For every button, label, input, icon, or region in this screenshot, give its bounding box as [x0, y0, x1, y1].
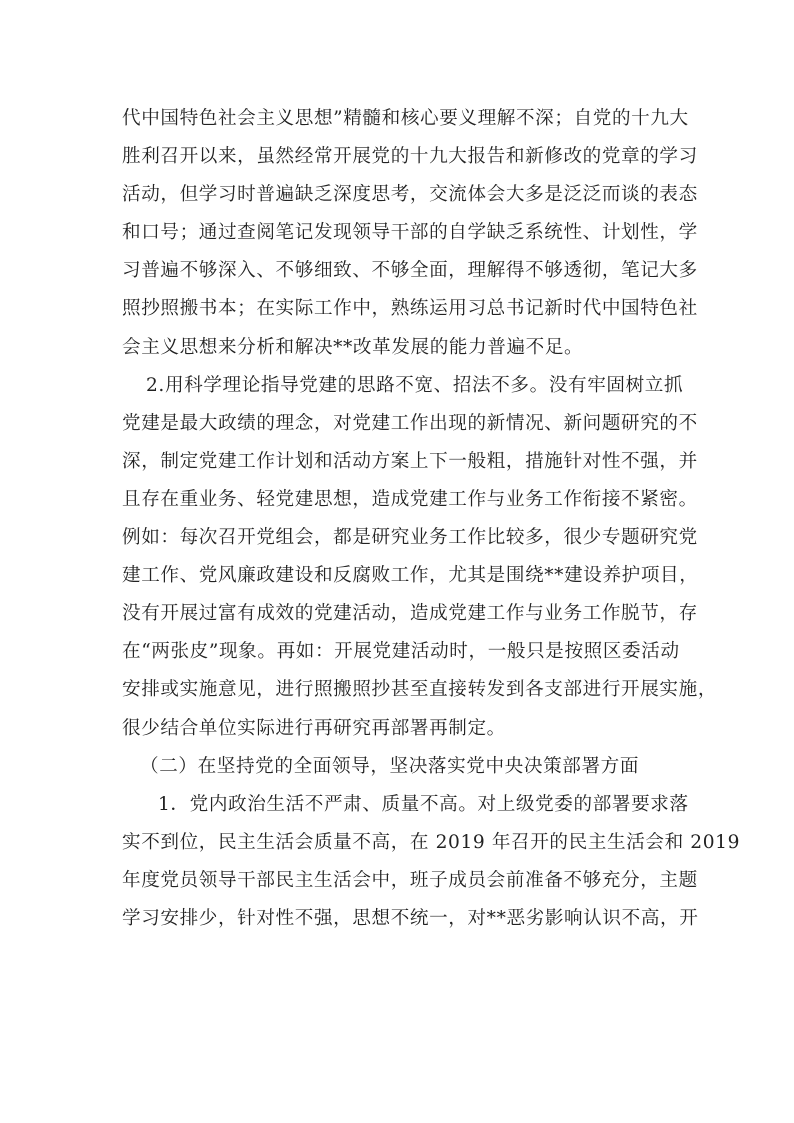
body-text-line: 学习安排少，针对性不强，思想不统一，对**恶劣影响认识不高，开 [122, 908, 699, 929]
body-text-line: 代中国特色社会主义思想”精髓和核心要义理解不深；自党的十九大 [122, 108, 689, 129]
body-text-line: 党建是最大政绩的理念，对党建工作出现的新情况、新问题研究的不 [122, 413, 698, 434]
body-text-line: 深，制定党建工作计划和活动方案上下一般粗，措施针对性不强，并 [122, 451, 698, 472]
body-text-line: 活动，但学习时普遍缺乏深度思考，交流体会大多是泛泛而谈的表态 [122, 184, 698, 205]
body-text-line: 例如：每次召开党组会，都是研究业务工作比较多，很少专题研究党 [122, 527, 698, 548]
body-text-line: 习普遍不够深入、不够细致、不够全面，理解得不够透彻，笔记大多 [122, 260, 698, 281]
body-text-line: 和口号；通过查阅笔记发现领导干部的自学缺乏系统性、计划性，学 [122, 222, 698, 243]
body-text-line: 建工作、党风廉政建设和反腐败工作，尤其是围绕**建设养护项目， [122, 565, 699, 586]
body-text-line: 很少结合单位实际进行再研究再部署再制定。 [122, 718, 506, 739]
body-text-line: 年度党员领导干部民主生活会中，班子成员会前准备不够充分，主题 [122, 870, 698, 891]
body-text-line: 安排或实施意见，进行照搬照抄甚至直接转发到各支部进行开展实施， [122, 679, 718, 700]
body-text-line: 照抄照搬书本；在实际工作中，熟练运用习总书记新时代中国特色社 [122, 298, 698, 319]
body-text-line: 没有开展过富有成效的党建活动，造成党建工作与业务工作脱节，存 [122, 603, 698, 624]
body-text-line: 且存在重业务、轻党建思想，造成党建工作与业务工作衔接不紧密。 [122, 489, 698, 510]
body-text-line: 会主义思想来分析和解决**改革发展的能力普遍不足。 [122, 337, 584, 358]
paragraph-heading-line: 1．党内政治生活不严肃、质量不高。对上级党委的部署要求落 [158, 794, 689, 815]
paragraph-heading-line: 2.用科学理论指导党建的思路不宽、招法不多。没有牢固树立抓 [146, 375, 684, 396]
body-text-line: 实不到位，民主生活会质量不高，在 2019 年召开的民主生活会和 2019 [122, 832, 741, 853]
body-text-line: 胜利召开以来，虽然经常开展党的十九大报告和新修改的党章的学习 [122, 146, 698, 167]
body-text-line: 在“两张皮”现象。再如：开展党建活动时，一般只是按照区委活动 [122, 641, 680, 662]
section-heading: （二）在坚持党的全面领导，坚决落实党中央决策部署方面 [140, 756, 640, 777]
